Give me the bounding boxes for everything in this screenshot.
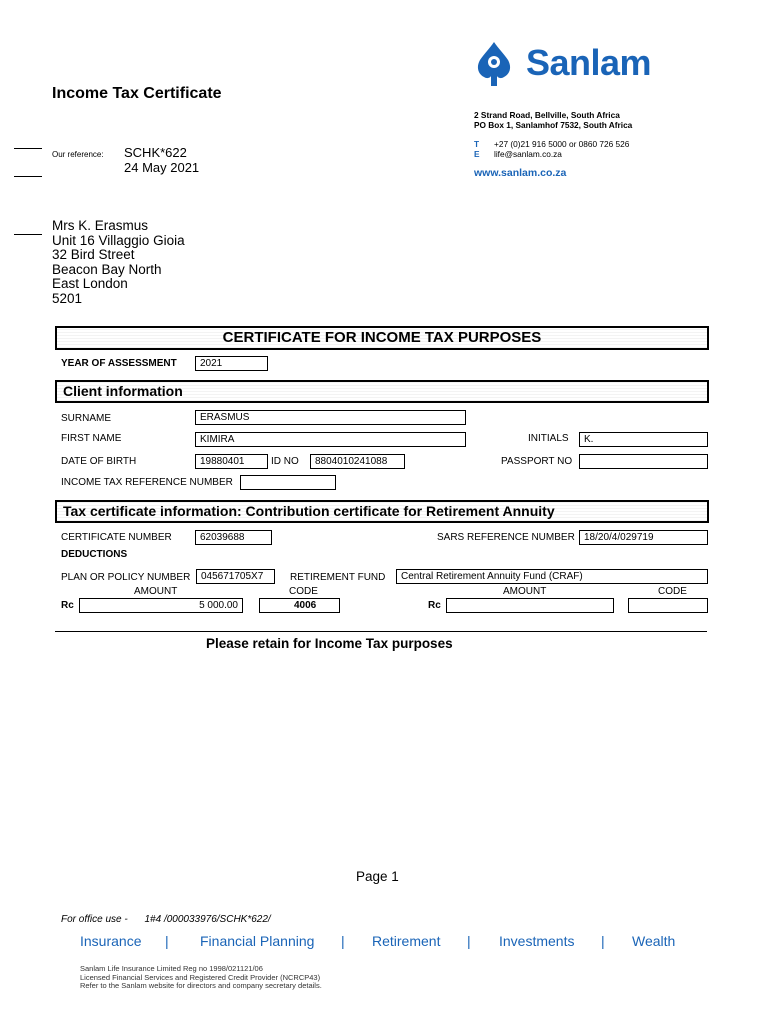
address-line: Mrs K. Erasmus: [52, 218, 149, 233]
company-website[interactable]: www.sanlam.co.za: [474, 167, 567, 179]
tax-info-heading: Tax certificate information: Contribution certificate for Retirement Annuity: [55, 500, 709, 523]
page-number: Page 1: [356, 869, 399, 884]
footer-separator: |: [165, 933, 169, 949]
address-line: 5201: [52, 290, 83, 306]
retirement-fund-label: RETIREMENT FUND: [290, 572, 386, 583]
passport-field: [579, 454, 708, 469]
surname-field: ERASMUS: [195, 410, 466, 425]
office-use-code: 1#4 /000033976/SCHK*622/: [144, 914, 271, 925]
id-no-label: ID NO: [271, 456, 299, 467]
address-line: Unit 16 Villaggio Gioia: [52, 232, 185, 248]
code-field: [628, 598, 708, 613]
legal-text: [80, 965, 322, 991]
amount-field: 5 000.00: [79, 598, 243, 613]
deductions-label: DEDUCTIONS: [61, 549, 128, 560]
first-name-field: KIMIRA: [195, 432, 466, 447]
amount-field: [446, 598, 614, 613]
reference-label: Our reference:: [52, 150, 104, 159]
first-name-label: FIRST NAME: [61, 433, 122, 444]
tax-reference-field: [240, 475, 336, 490]
legal-line: Refer to the Sanlam website for directors and company secretary details.: [80, 981, 322, 990]
date-of-birth-label: DATE OF BIRTH: [61, 456, 137, 467]
email-value: life@sanlam.co.za: [494, 149, 562, 159]
sars-reference-field: 18/20/4/029719: [579, 530, 708, 545]
code-header: CODE: [658, 586, 687, 597]
document-date: 24 May 2021: [124, 160, 200, 175]
amount-header: AMOUNT: [134, 586, 178, 597]
policy-number-field: 045671705X7: [196, 569, 275, 584]
certificate-number-label: CERTIFICATE NUMBER: [61, 532, 172, 543]
footer-nav-retirement[interactable]: Retirement: [372, 933, 441, 949]
year-of-assessment-field: 2021: [195, 356, 268, 371]
footer-separator: |: [341, 933, 345, 949]
fold-mark: [14, 148, 42, 149]
surname-label: SURNAME: [61, 413, 112, 424]
client-info-heading: Client information: [55, 380, 709, 403]
telephone-value: +27 (0)21 916 5000 or 0860 726 526: [494, 139, 630, 149]
recipient-address: [52, 219, 185, 306]
office-use: [61, 914, 271, 925]
address-line: Beacon Bay North: [52, 261, 162, 277]
retain-note: Please retain for Income Tax purposes: [206, 636, 453, 651]
id-no-field: 8804010241088: [310, 454, 405, 469]
footer-separator: |: [601, 933, 605, 949]
sanlam-logo-icon: [474, 40, 514, 88]
office-use-label: For office use -: [61, 914, 128, 925]
sars-reference-label: SARS REFERENCE NUMBER: [437, 532, 575, 543]
footer-separator: |: [467, 933, 471, 949]
certificate-number-field: 62039688: [195, 530, 272, 545]
address-line: 32 Bird Street: [52, 247, 135, 262]
footer-nav-investments[interactable]: Investments: [499, 933, 575, 949]
fold-mark: [14, 176, 42, 177]
company-address-line1: 2 Strand Road, Bellville, South Africa: [474, 110, 620, 120]
legal-line: Sanlam Life Insurance Limited Reg no 1998/021121/06: [80, 964, 263, 973]
currency-label: Rc: [428, 600, 441, 611]
divider: [55, 631, 707, 632]
initials-label: INITIALS: [528, 433, 569, 444]
company-name: Sanlam: [526, 42, 652, 83]
initials-field: K.: [579, 432, 708, 447]
code-field: 4006: [259, 598, 340, 613]
footer-nav-financial-planning[interactable]: Financial Planning: [200, 933, 315, 949]
address-line: East London: [52, 276, 128, 291]
policy-number-label: PLAN OR POLICY NUMBER: [61, 572, 191, 583]
tax-reference-label: INCOME TAX REFERENCE NUMBER: [61, 477, 233, 488]
reference-value: SCHK*622: [124, 145, 187, 160]
currency-label: Rc: [61, 600, 74, 611]
fold-mark: [14, 234, 42, 235]
email-key: E: [474, 149, 480, 159]
year-of-assessment-label: YEAR OF ASSESSMENT: [61, 358, 177, 369]
passport-label: PASSPORT NO: [501, 456, 573, 467]
code-header: CODE: [289, 586, 318, 597]
certificate-heading: CERTIFICATE FOR INCOME TAX PURPOSES: [55, 326, 709, 350]
company-address-line2: PO Box 1, Sanlamhof 7532, South Africa: [474, 120, 633, 130]
footer-nav-wealth[interactable]: Wealth: [632, 933, 676, 949]
footer-nav-insurance[interactable]: Insurance: [80, 933, 142, 949]
company-telephone: [474, 139, 629, 149]
document-title: Income Tax Certificate: [52, 85, 222, 102]
legal-line: Licensed Financial Services and Registered Credit Provider (NCRCP43): [80, 972, 321, 982]
company-email: [474, 149, 562, 159]
telephone-key: T: [474, 139, 480, 149]
amount-header: AMOUNT: [503, 586, 547, 597]
retirement-fund-field: Central Retirement Annuity Fund (CRAF): [396, 569, 708, 584]
date-of-birth-field: 19880401: [195, 454, 268, 469]
